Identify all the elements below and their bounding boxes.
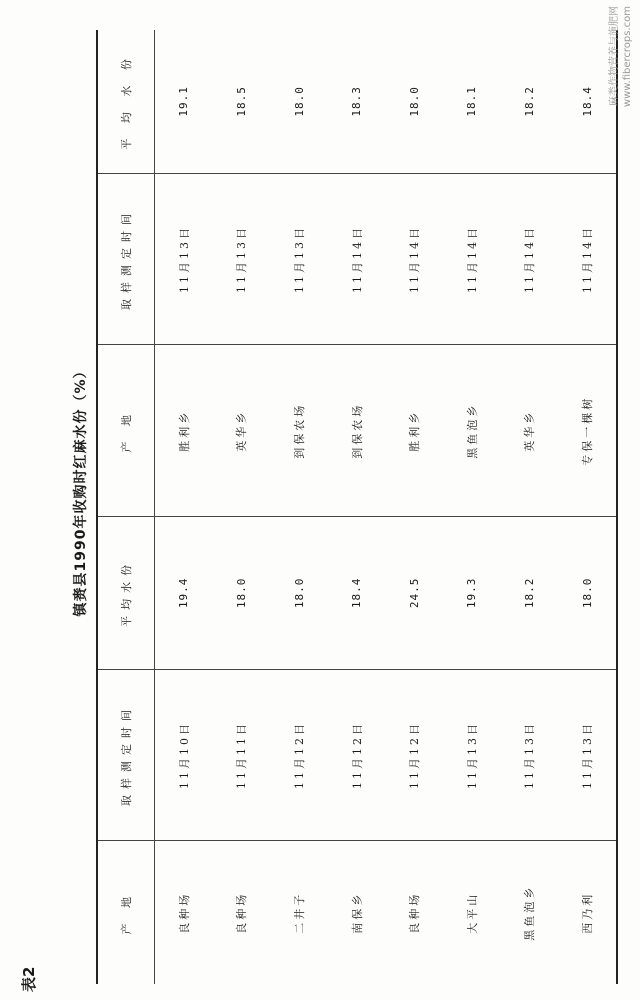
avg-moisture-cell: 18.2 bbox=[501, 517, 559, 670]
table-row bbox=[213, 30, 271, 984]
avg-moisture-cell: 18.0 bbox=[558, 517, 617, 670]
origin-cell: 到保农场 bbox=[328, 345, 386, 517]
avg-moisture-cell: 19.4 bbox=[155, 517, 213, 670]
sample-date-cell: 11月12日 bbox=[328, 669, 386, 841]
sample-date-cell: 11月14日 bbox=[558, 173, 617, 345]
origin-cell: 西乃利 bbox=[581, 891, 595, 934]
sample-date-cell: 11月11日 bbox=[213, 669, 271, 841]
header-origin: 产 地 bbox=[97, 345, 155, 517]
sample-date-cell: 11月13日 bbox=[155, 173, 213, 345]
origin-cell: 英华乡 bbox=[501, 345, 559, 517]
avg-moisture-cell: 18.1 bbox=[443, 30, 501, 173]
table-row bbox=[155, 30, 213, 984]
table-row bbox=[501, 30, 559, 984]
origin-cell: 黑鱼泡乡 bbox=[443, 345, 501, 517]
sample-date-cell: 11月13日 bbox=[501, 669, 559, 841]
sample-date-cell: 11月12日 bbox=[270, 669, 328, 841]
table-row bbox=[558, 30, 617, 984]
origin-cell: 良种场 bbox=[177, 891, 191, 934]
origin-cell: 黑鱼泡乡 bbox=[523, 884, 537, 941]
table-title: 镇赉县1990年收购时红麻水份（%） bbox=[73, 363, 89, 617]
header-origin: 产 地 bbox=[97, 841, 155, 984]
origin-cell: 胜利乡 bbox=[155, 345, 213, 517]
moisture-table bbox=[96, 30, 618, 984]
avg-moisture-cell: 18.0 bbox=[270, 517, 328, 670]
avg-moisture-cell: 18.3 bbox=[328, 30, 386, 173]
avg-moisture-cell: 18.4 bbox=[328, 517, 386, 670]
origin-cell: 二井子 bbox=[293, 891, 307, 934]
sample-date-cell: 11月13日 bbox=[443, 669, 501, 841]
avg-moisture-cell: 19.3 bbox=[443, 517, 501, 670]
origin-cell: 良种场 bbox=[235, 891, 249, 934]
avg-moisture-cell: 18.0 bbox=[213, 517, 271, 670]
sample-date-cell: 11月14日 bbox=[328, 173, 386, 345]
table-row bbox=[270, 30, 328, 984]
sample-date-cell: 11月10日 bbox=[155, 669, 213, 841]
header-avg-moisture: 平 均 水 份 bbox=[97, 30, 155, 173]
table-row bbox=[328, 30, 386, 984]
avg-moisture-cell: 18.4 bbox=[558, 30, 617, 173]
avg-moisture-cell: 18.2 bbox=[501, 30, 559, 173]
sample-date-cell: 11月12日 bbox=[385, 669, 443, 841]
origin-cell: 良种场 bbox=[408, 891, 422, 934]
avg-moisture-cell: 18.0 bbox=[385, 30, 443, 173]
header-avg-moisture: 平均水份 bbox=[97, 517, 155, 670]
header-sample-date: 取样测定时间 bbox=[97, 669, 155, 841]
watermark-line: 麻类作物营养与施肥网 bbox=[609, 6, 620, 106]
table-label: 表2 bbox=[20, 966, 38, 992]
watermark bbox=[608, 6, 634, 107]
sample-date-cell: 11月13日 bbox=[270, 173, 328, 345]
avg-moisture-cell: 18.0 bbox=[270, 30, 328, 173]
table-row bbox=[385, 30, 443, 984]
avg-moisture-cell: 18.5 bbox=[213, 30, 271, 173]
origin-cell: 南保乡 bbox=[350, 891, 364, 934]
sample-date-cell: 11月14日 bbox=[501, 173, 559, 345]
sample-date-cell: 11月13日 bbox=[213, 173, 271, 345]
origin-cell: 胜利乡 bbox=[385, 345, 443, 517]
origin-cell: 专保一棵树 bbox=[558, 345, 617, 517]
header-sample-date: 取样测定时间 bbox=[97, 173, 155, 345]
watermark-url: www.fibercrops.com bbox=[622, 6, 633, 108]
origin-cell: 英华乡 bbox=[213, 345, 271, 517]
avg-moisture-cell: 24.5 bbox=[385, 517, 443, 670]
table-row bbox=[443, 30, 501, 984]
sample-date-cell: 11月14日 bbox=[443, 173, 501, 345]
origin-cell: 大平山 bbox=[465, 891, 479, 934]
sample-date-cell: 11月13日 bbox=[558, 669, 617, 841]
header-row bbox=[97, 30, 155, 984]
sample-date-cell: 11月14日 bbox=[385, 173, 443, 345]
avg-moisture-cell: 19.1 bbox=[155, 30, 213, 173]
origin-cell: 到保农场 bbox=[270, 345, 328, 517]
